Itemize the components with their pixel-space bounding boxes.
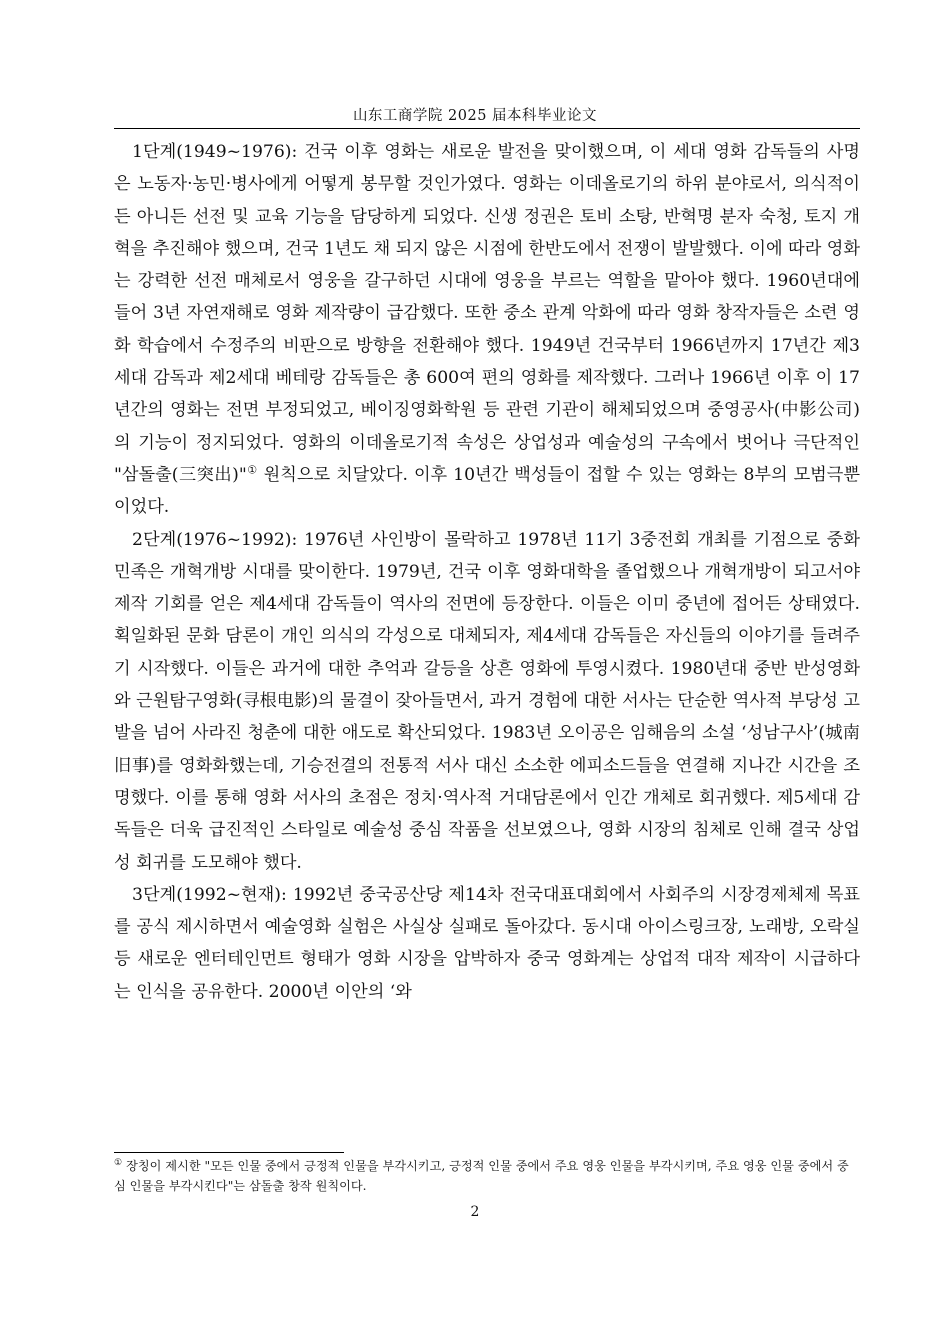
footnote-reference[interactable]: ① — [246, 463, 258, 477]
page-number: 2 — [470, 1204, 480, 1220]
footnote-mark: ① — [114, 1157, 123, 1168]
footnote-separator — [114, 1152, 344, 1153]
header-rule — [114, 128, 860, 129]
body-text — [114, 136, 860, 1008]
paragraph-stage-3 — [114, 879, 860, 1008]
paragraph-stage-1 — [114, 136, 860, 524]
paragraph-text: 2단계(1976~1992): 1976년 사인방이 몰락하고 1978년 11기 3중전회 개최를 기점으로 중화민족은 개혁개방 시대를 맞이한다. 1979년, 건국 이후 영화대학을 졸업했으나 개혁개방이 되고서야 제작 기회를 얻은 제4세대 감독들이 역사의 전면에 등장한다. 이들은 이미 중년에 접어든 상태였다. 획일화된 문화 담론이 개인 의식의 각성으로 대체되자, 제4세대 감독들은 자신들의 이야기를 들려주기 시작했다. 이들은 과거에 대한 추억과 갈등을 상흔 영화에 투영시켰다. 1980년대 중반 반성영화와 근원탐구영화(寻根电影)의 물결이 잦아들면서, 과거 경험에 대한 서사는 단순한 역사적 부당성 고발을 넘어 사라진 청춘에 대한 애도로 확산되었다. 1983년 오이공은 임해음의 소설 ‘성남구사’(城南旧事)를 영화화했는데, 기승전결의 전통적 서사 대신 소소한 에피소드들을 연결해 지나간 시간을 조명했다. 이를 통해 영화 서사의 초점은 정치·역사적 거대담론에서 인간 개체로 회귀했다. 제5세대 감독들은 더욱 급진적인 스타일로 예술성 중심 작품을 선보였으나, 영화 시장의 침체로 인해 결국 상업성 회귀를 도모해야 했다. — [114, 529, 860, 873]
paragraph-text-continued: 원칙으로 치달았다. 이후 10년간 백성들이 접할 수 있는 영화는 8부의 모범극뿐이었다. — [114, 464, 860, 518]
paragraph-text: 1단계(1949~1976): 건국 이후 영화는 새로운 발전을 맞이했으며, 이 세대 영화 감독들의 사명은 노동자·농민·병사에게 어떻게 봉무할 것인가였다. 영화는 이데올로기의 하위 분야로서, 의식적이든 아니든 선전 및 교육 기능을 담당하게 되었다. 신생 정권은 토비 소탕, 반혁명 분자 숙청, 토지 개혁을 추진해야 했으며, 건국 1년도 채 되지 않은 시점에 한반도에서 전쟁이 발발했다. 이에 따라 영화는 강력한 선전 매체로서 영웅을 갈구하던 시대에 영웅을 부르는 역할을 맡아야 했다. 1960년대에 들어 3년 자연재해로 영화 제작량이 급감했다. 또한 중소 관계 악화에 따라 영화 창작자들은 소련 영화 학습에서 수정주의 비판으로 방향을 전환해야 했다. 1949년 건국부터 1966년까지 17년간 제3세대 감독과 제2세대 베테랑 감독들은 총 600여 편의 영화를 제작했다. 그러나 1966년 이후 이 17년간의 영화는 전면 부정되었고, 베이징영화학원 등 관련 기관이 해체되었으며 중영공사(中影公司)의 기능이 정지되었다. 영화의 이데올로기적 속성은 상업성과 예술성의 구속에서 벗어나 극단적인 "삼돌출(三突出)" — [114, 142, 861, 485]
footnote — [114, 1157, 860, 1196]
running-header: 山东工商学院 2025 届本科毕业论文 — [352, 108, 598, 124]
paragraph-text: 3단계(1992~현재): 1992년 중국공산당 제14차 전국대표대회에서 사회주의 시장경제체제 목표를 공식 제시하면서 예술영화 실험은 사실상 실패로 돌아갔다. 동시대 아이스링크장, 노래방, 오락실 등 새로운 엔터테인먼트 형태가 영화 시장을 압박하자 중국 영화계는 상업적 대작 제작이 시급하다는 인식을 공유한다. 2000년 이안의 ‘와 — [114, 884, 860, 1002]
paragraph-stage-2 — [114, 524, 860, 879]
footnote-text: 장칭이 제시한 "모든 인물 중에서 긍정적 인물을 부각시키고, 긍정적 인물 중에서 주요 영웅 인물을 부각시키며, 주요 영웅 인물 중에서 중심 인물을 부각시킨다"는 삼돌출 창작 원칙이다. — [114, 1159, 849, 1193]
